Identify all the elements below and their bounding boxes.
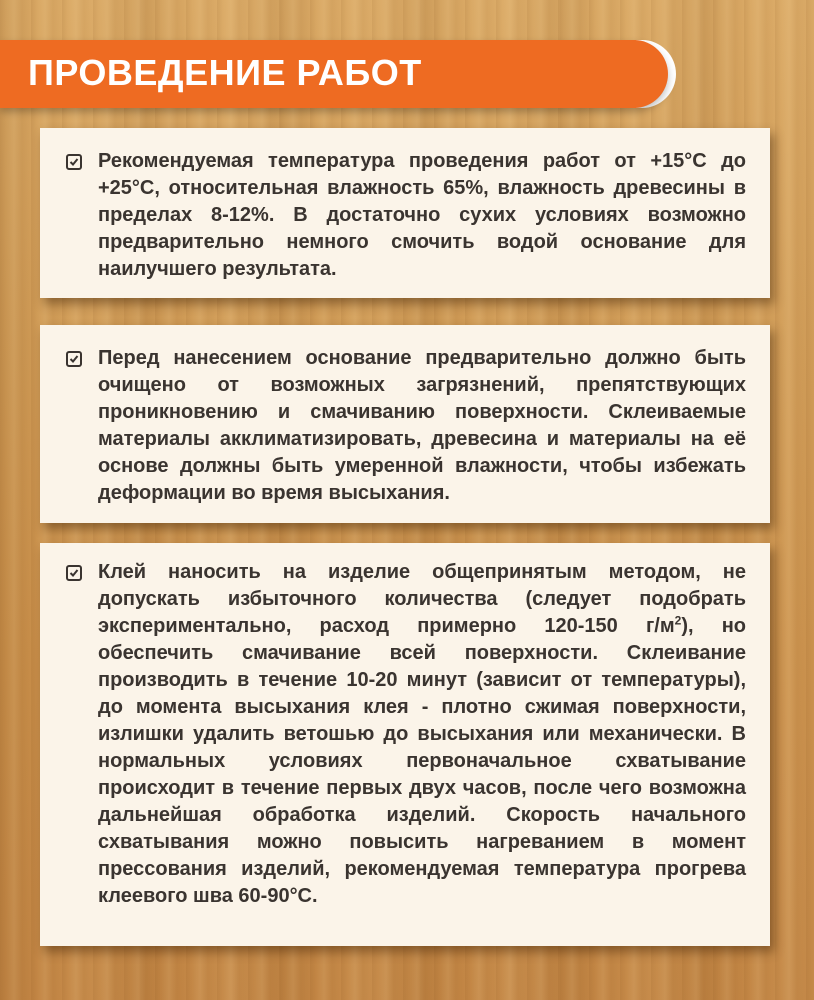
checkbox-checked-icon: [66, 351, 82, 367]
card-text: Рекомендуемая температура проведения работ от +15°С до +25°С, относительная влажность 65%, влажность древесины в пределах 8-12%. В достаточно сухих условиях возможно предварительно немного смочить водой основание для наилучшего результата.: [98, 150, 746, 280]
card-text: [98, 559, 746, 910]
info-card-preparation: [40, 325, 770, 523]
checkbox-checked-icon: [66, 565, 82, 581]
info-card-application: [40, 543, 770, 946]
page-title: ПРОВЕДЕНИЕ РАБОТ: [28, 52, 422, 93]
info-card-temperature: [40, 128, 770, 298]
superscript: 2: [674, 613, 682, 628]
checkbox-checked-icon: [66, 154, 82, 170]
card-text: Перед нанесением основание предварительно должно быть очищено от возможных загрязнений, препятствующих проникновению и смачиванию поверхности. Склеиваемые материалы акклиматизировать, древесина и материалы на её основе должны быть умеренной влажности, чтобы избежать деформации во время высыхания.: [98, 347, 746, 504]
card-text-part: Клей наносить на изделие общепринятым методом, не допускать избыточного количества (следует подобрать экспериментально, расход примерно 120-150 г/м: [98, 561, 746, 637]
card-text-part: ), но обеспечить смачивание всей поверхности. Склеивание производить в течение 10-20 минут (зависит от температуры), до момента высыхания клея - плотно сжимая поверхности, излишки удалить ветошью до высыхания или механически. В нормальных условиях первоначальное схватывание происходит в течение первых двух часов, после чего возможна дальнейшая обработка изделий. Скорость начального схватывания можно повысить нагреванием в момент прессования изделий, рекомендуемая температура прогрева клеевого шва 60-90°С.: [98, 615, 747, 907]
